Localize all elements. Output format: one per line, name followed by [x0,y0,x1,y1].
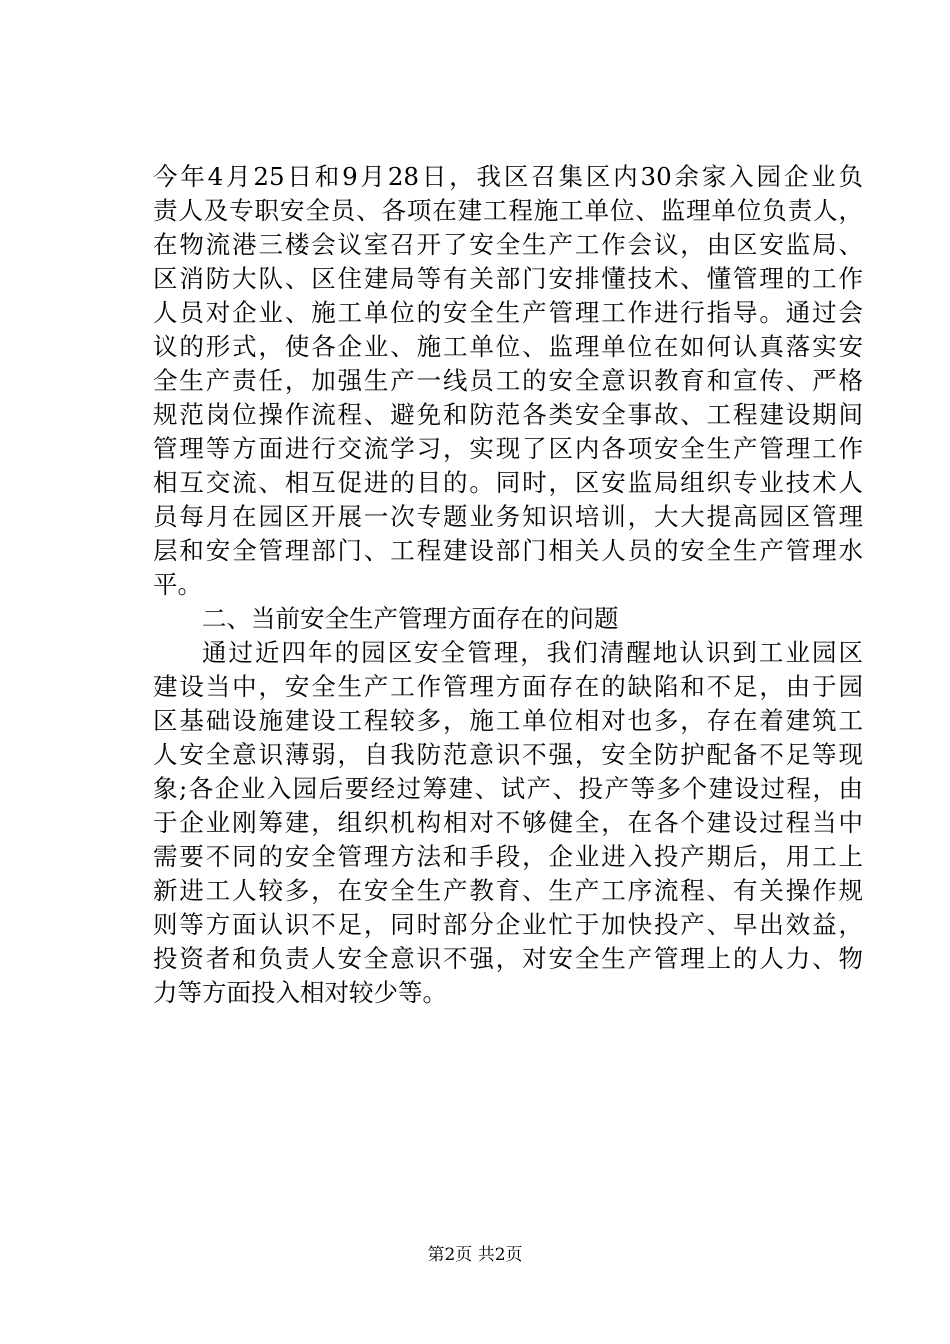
paragraph-1-line: 员每月在园区开展一次专题业务知识培训，大大提高园区管理 [153,502,863,531]
paragraph-2-line: 人安全意识薄弱，自我防范意识不强，安全防护配备不足等现 [153,740,863,769]
paragraph-2-line: 投资者和负责人安全意识不强，对安全生产管理上的人力、物 [153,944,863,973]
paragraph-1-line: 责人及专职安全员、各项在建工程施工单位、监理单位负责人， [153,196,863,225]
paragraph-1-line: 规范岗位操作流程、避免和防范各类安全事故、工程建设期间 [153,400,863,429]
paragraph-2-line: 象;各企业入园后要经过筹建、试产、投产等多个建设过程，由 [153,774,863,803]
paragraph-1-line: 层和安全管理部门、工程建设部门相关人员的安全生产管理水 [153,536,863,565]
paragraph-1-line: 相互交流、相互促进的目的。同时，区安监局组织专业技术人 [153,468,863,497]
paragraph-1-line: 人员对企业、施工单位的安全生产管理工作进行指导。通过会 [153,298,863,327]
paragraph-2-line: 力等方面投入相对较少等。 [153,978,447,1007]
paragraph-2-line: 于企业刚筹建，组织机构相对不够健全，在各个建设过程当中 [153,808,863,837]
paragraph-1-line: 平。 [153,570,202,599]
paragraph-1-line: 全生产责任，加强生产一线员工的安全意识教育和宣传、严格 [153,366,863,395]
paragraph-2-line: 需要不同的安全管理方法和手段，企业进入投产期后，用工上 [153,842,863,871]
paragraph-1-line: 在物流港三楼会议室召开了安全生产工作会议，由区安监局、 [153,230,863,259]
paragraph-1-line: 区消防大队、区住建局等有关部门安排懂技术、懂管理的工作 [153,264,863,293]
paragraph-2-line: 建设当中，安全生产工作管理方面存在的缺陷和不足，由于园 [153,672,863,701]
paragraph-2-line: 通过近四年的园区安全管理，我们清醒地认识到工业园区 [202,638,863,667]
paragraph-1-line: 管理等方面进行交流学习，实现了区内各项安全生产管理工作 [153,434,863,463]
paragraph-2-line: 则等方面认识不足，同时部分企业忙于加快投产、早出效益， [153,910,863,939]
page-number-footer: 第2页 共2页 [427,1245,523,1265]
paragraph-1-line: 议的形式，使各企业、施工单位、监理单位在如何认真落实安 [153,332,863,361]
paragraph-2-line: 新进工人较多，在安全生产教育、生产工序流程、有关操作规 [153,876,863,905]
paragraph-1-line: 今年4月25日和9月28日，我区召集区内30余家入园企业负 [153,162,863,191]
paragraph-2-line: 区基础设施建设工程较多，施工单位相对也多，存在着建筑工 [153,706,863,735]
section-heading: 二、当前安全生产管理方面存在的问题 [202,604,619,633]
